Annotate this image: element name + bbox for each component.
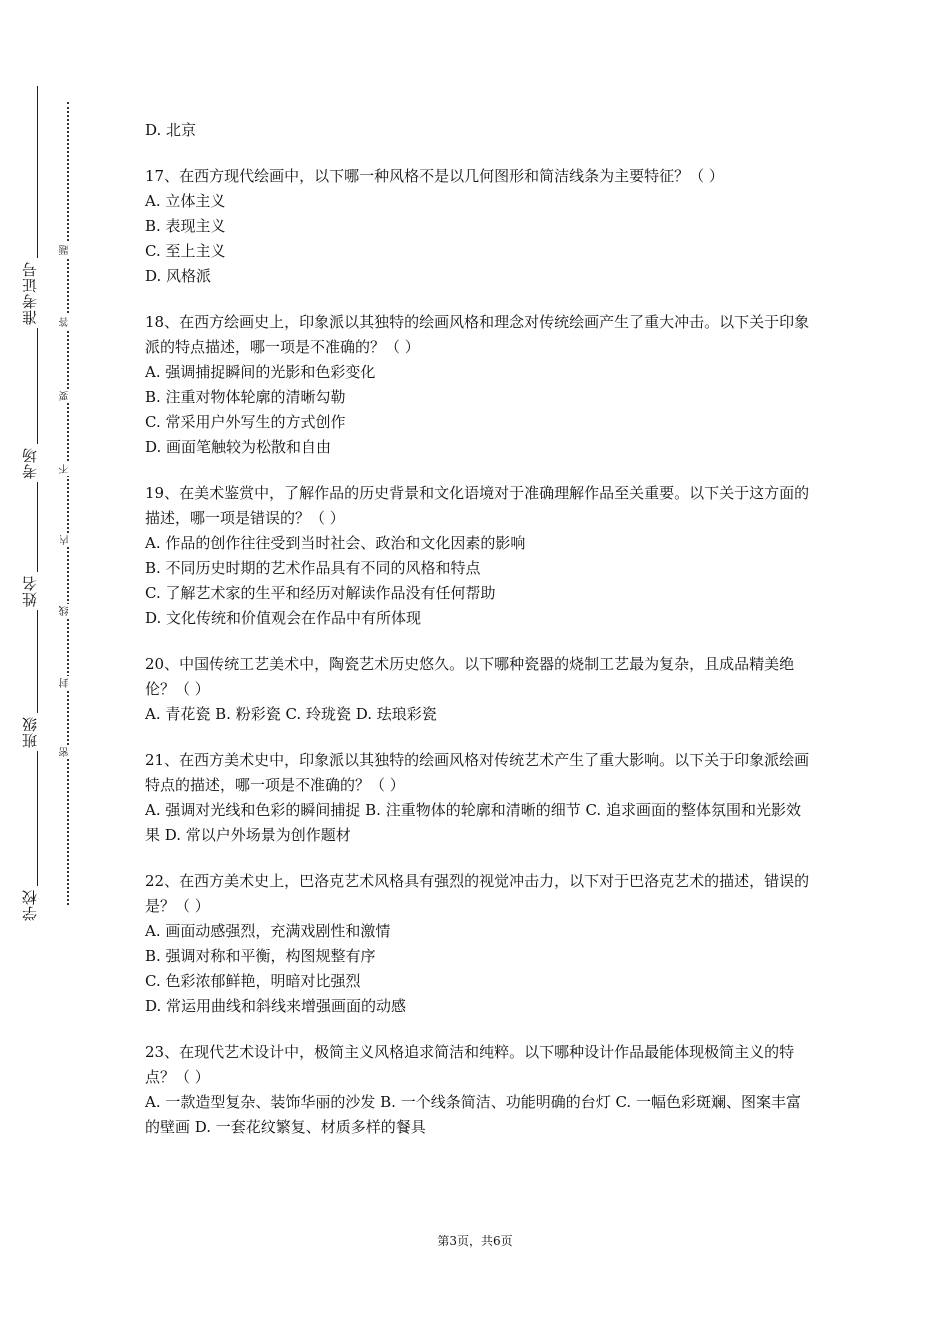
option: A. 画面动感强烈，充满戏剧性和激情 (145, 922, 391, 940)
page-footer: 第3页，共6页 (437, 1234, 513, 1248)
seal-char-bu: 不 (60, 462, 75, 476)
option: A. 强调捕捉瞬间的光影和色彩变化 (145, 363, 376, 381)
option: A. 强调对光线和色彩的瞬间捕捉 B. 注重物体的轮廓和清晰的细节 C. 追求画面的整体氛围和光影效果 D. 常以户外场景为创作题材 (145, 801, 801, 844)
seal-char-yao: 要 (60, 389, 75, 403)
seal-char-mi: 密 (60, 745, 75, 759)
seal-char-xian: 线 (60, 604, 75, 618)
option: B. 不同历史时期的艺术作品具有不同的风格和特点 (145, 559, 481, 577)
question-17 (145, 164, 810, 289)
question-stem: 18、在西方绘画史上，印象派以其独特的绘画风格和理念对传统绘画产生了重大冲击。以下关于印象派的特点描述，哪一项是不准确的？（ ） (145, 313, 810, 356)
option: C. 常采用户外写生的方式创作 (145, 413, 346, 431)
option: D. 风格派 (145, 267, 212, 285)
seal-char-feng: 封 (60, 676, 75, 690)
option: C. 色彩浓郁鲜艳，明暗对比强烈 (145, 972, 361, 990)
exam-room-label: 考场 (22, 444, 38, 482)
option: A. 青花瓷 B. 粉彩瓷 C. 玲珑瓷 D. 珐琅彩瓷 (145, 705, 437, 723)
question-19 (145, 481, 810, 631)
question-stem: 20、中国传统工艺美术中，陶瓷艺术历史悠久。以下哪种瓷器的烧制工艺最为复杂，且成品精美绝伦？（ ） (145, 655, 795, 698)
binding-margin-line (37, 86, 38, 915)
seal-char-nei: 内 (60, 533, 75, 547)
seal-char-ti: 题 (60, 243, 75, 257)
seal-char-da: 答 (60, 315, 75, 329)
question-stem: 17、在西方现代绘画中，以下哪一种风格不是以几何图形和简洁线条为主要特征？（ ） (145, 167, 724, 185)
question-content (145, 118, 810, 1161)
question-18 (145, 310, 810, 460)
name-label: 姓名 (22, 572, 38, 610)
option: B. 注重对物体轮廓的清晰勾勒 (145, 388, 346, 406)
option: D. 画面笔触较为松散和自由 (145, 438, 332, 456)
option: C. 至上主义 (145, 242, 226, 260)
exam-number-label: 准考证号 (22, 258, 38, 328)
option: B. 表现主义 (145, 217, 226, 235)
option: A. 立体主义 (145, 192, 226, 210)
option: D. 北京 (145, 121, 197, 139)
question-stem: 23、在现代艺术设计中，极简主义风格追求简洁和纯粹。以下哪种设计作品最能体现极简主义的特点？（ ） (145, 1043, 795, 1086)
question-stem: 21、在西方美术史中，印象派以其独特的绘画风格对传统艺术产生了重大影响。以下关于印象派绘画特点的描述，哪一项是不准确的？（ ） (145, 751, 810, 794)
option: D. 文化传统和价值观会在作品中有所体现 (145, 609, 422, 627)
class-label: 班级 (22, 713, 38, 751)
question-21 (145, 748, 810, 848)
option: A. 作品的创作往往受到当时社会、政治和文化因素的影响 (145, 534, 526, 552)
option: B. 强调对称和平衡，构图规整有序 (145, 947, 376, 965)
option: D. 常运用曲线和斜线来增强画面的动感 (145, 997, 407, 1015)
option: C. 了解艺术家的生平和经历对解读作品没有任何帮助 (145, 584, 496, 602)
option: A. 一款造型复杂、装饰华丽的沙发 B. 一个线条简洁、功能明确的台灯 C. 一幅色彩斑斓、图案丰富的壁画 D. 一套花纹繁复、材质多样的餐具 (145, 1093, 801, 1136)
school-label: 学校 (22, 886, 38, 924)
question-stem: 22、在西方美术史上，巴洛克艺术风格具有强烈的视觉冲击力，以下对于巴洛克艺术的描述，错误的是？（ ） (145, 872, 810, 915)
question-22 (145, 869, 810, 1019)
question-stem: 19、在美术鉴赏中，了解作品的历史背景和文化语境对于准确理解作品至关重要。以下关于这方面的描述，哪一项是错误的？（ ） (145, 484, 810, 527)
question-23 (145, 1040, 810, 1140)
question-20 (145, 652, 810, 727)
seal-dotted-line (67, 102, 69, 905)
leading-options (145, 118, 810, 143)
